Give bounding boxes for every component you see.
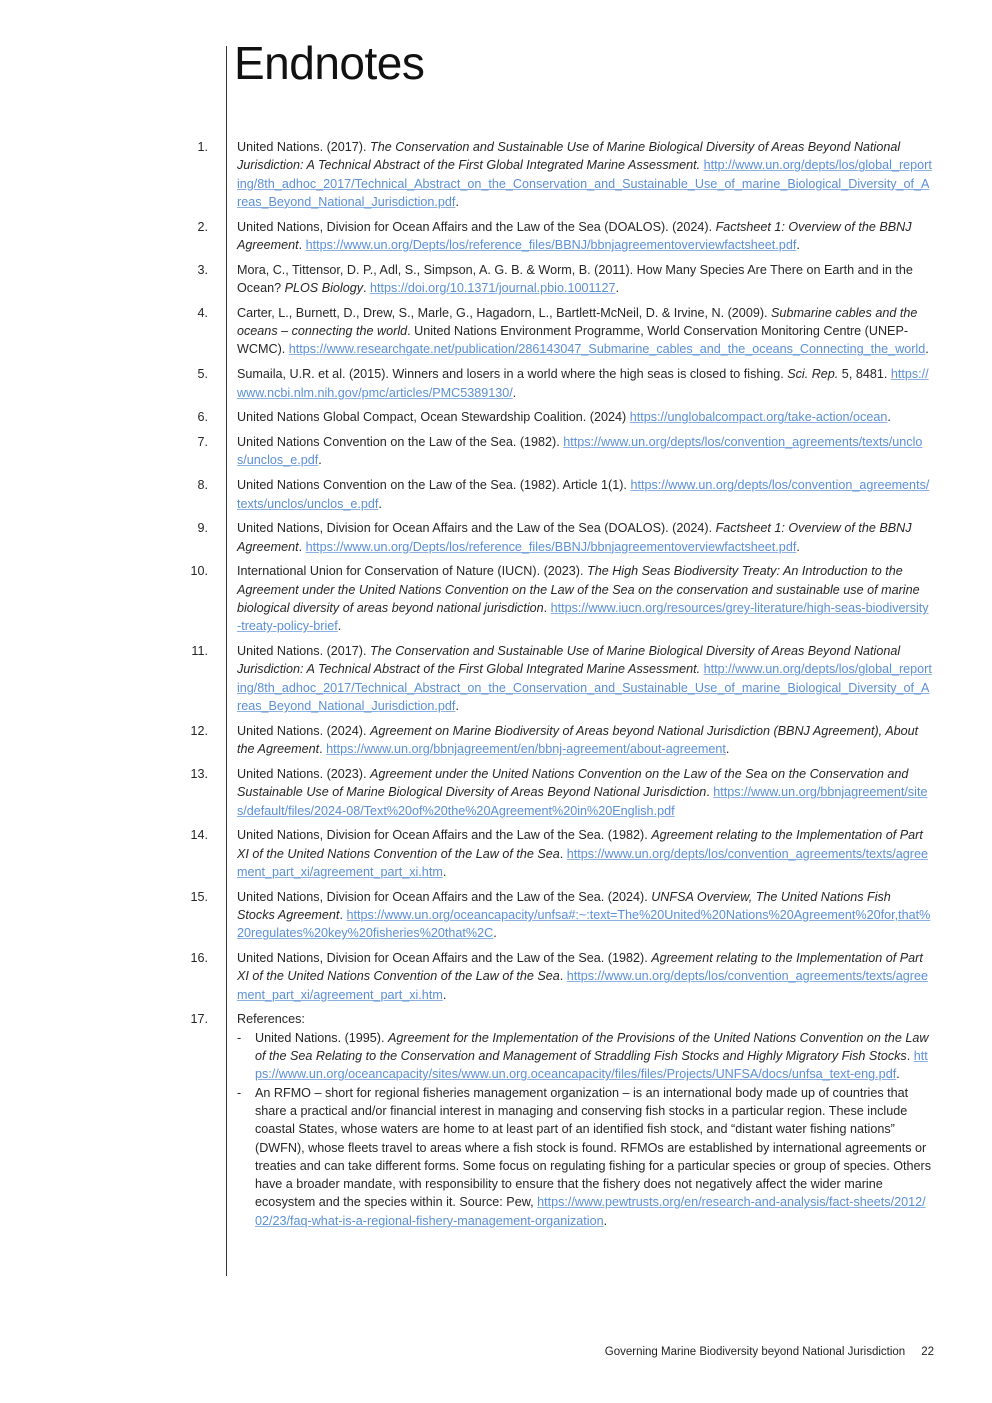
- endnote: [0, 476, 992, 513]
- citation-text: .: [706, 785, 714, 800]
- citation-link[interactable]: https://www.un.org/depts/los/convention_agreements/texts/agreement_part_xi/agreement_part_xi.htm: [237, 969, 928, 1002]
- endnote: [0, 826, 992, 881]
- citation-text: United Nations, Division for Ocean Affairs and the Law of the Sea. (1982).: [237, 828, 652, 843]
- endnote: [0, 408, 992, 426]
- endnote-text: [237, 519, 932, 556]
- endnote-number: 1.: [197, 140, 208, 154]
- citation-text: United Nations. (2024).: [237, 723, 371, 738]
- endnote: [0, 765, 992, 820]
- endnote: [0, 433, 992, 470]
- endnote: [0, 888, 992, 943]
- dash-bullet: -: [237, 1030, 242, 1045]
- citation-title: Factsheet 1: Overview of the BBNJ Agreement: [237, 521, 912, 554]
- citation-text: .: [615, 281, 620, 296]
- citation-link[interactable]: https://www.un.org/bbnjagreement/en/bbnj-agreement/about-agreement: [326, 742, 726, 757]
- endnote-text: [237, 888, 932, 943]
- endnote-text: [237, 949, 932, 1004]
- endnote-text: [237, 304, 932, 359]
- endnote: [0, 261, 992, 298]
- citation-text: United Nations, Division for Ocean Affairs and the Law of the Sea. (2024).: [237, 889, 652, 904]
- endnote-text: [237, 138, 932, 211]
- endnotes-list: [0, 138, 992, 1237]
- endnote: [0, 949, 992, 1004]
- citation-text: .: [339, 907, 347, 922]
- citation-text: .: [442, 987, 447, 1002]
- endnote-text: [237, 476, 932, 513]
- citation-link[interactable]: https://www.un.org/bbnjagreement/sites/default/files/2024-08/Text%20of%20the%20Agreement%20in%20English.pdf: [237, 785, 928, 818]
- endnote-text: [237, 642, 932, 715]
- citation-link[interactable]: https://www.un.org/Depts/los/reference_files/BBNJ/bbnjagreementoverviewfactsheet.pdf: [305, 237, 797, 252]
- endnote: [0, 304, 992, 359]
- endnote: [0, 519, 992, 556]
- citation-text: .: [559, 846, 567, 861]
- citation-text: .: [455, 194, 459, 209]
- page-title: Endnotes: [234, 37, 425, 89]
- endnote-number: 3.: [197, 262, 208, 277]
- endnote-number: 7.: [197, 435, 208, 450]
- citation-text: .: [318, 453, 322, 468]
- citation-text: .: [512, 385, 517, 400]
- citation-text: United Nations. (2017).: [237, 644, 371, 659]
- citation-text: .: [319, 742, 327, 757]
- endnote-number: 9.: [197, 521, 208, 536]
- endnote-number: 4.: [197, 305, 208, 320]
- page-footer: [605, 1346, 934, 1358]
- endnote-text: [237, 433, 932, 470]
- citation-link[interactable]: https://www.pewtrusts.org/en/research-and-analysis/fact-sheets/2012/02/23/faq-what-is-a-regional-fishery-management-organization: [255, 1195, 926, 1228]
- citation-text: .: [906, 1049, 914, 1064]
- citation-text: .: [896, 1067, 900, 1082]
- citation-link[interactable]: https://www.un.org/depts/los/convention_agreements/texts/unclos/unclos_e.pdf: [237, 478, 930, 511]
- endnote-number: 13.: [190, 766, 208, 781]
- citation-text: .: [442, 864, 447, 879]
- citation-text: .: [337, 619, 342, 634]
- references-label: References:: [237, 1012, 305, 1027]
- endnote: [0, 365, 992, 402]
- endnote-number: 16.: [190, 951, 208, 966]
- reference-item: [237, 1029, 932, 1084]
- citation-link[interactable]: https://www.un.org/Depts/los/reference_files/BBNJ/bbnjagreementoverviewfactsheet.pdf: [305, 539, 797, 554]
- endnote-number: 17.: [190, 1012, 208, 1027]
- citation-text: United Nations Convention on the Law of the Sea. (1982). Article 1(1).: [237, 478, 631, 493]
- citation-link[interactable]: https://www.un.org/oceancapacity/unfsa#:~:text=The%20United%20Nations%20Agreement%20for,that%20regulates%20key%20fisheries%20that%2C: [237, 907, 931, 941]
- citation-link[interactable]: https://www.iucn.org/resources/grey-literature/high-seas-biodiversity-treaty-policy-brief: [237, 601, 929, 634]
- citation-text: .: [796, 539, 800, 554]
- endnote-text: [237, 765, 932, 820]
- citation-text: United Nations. (2017).: [237, 140, 371, 154]
- citation-link[interactable]: https://www.un.org/oceancapacity/sites/www.un.org.oceancapacity/files/files/Projects/UNFSA/docs/unfsa_text-eng.pdf: [255, 1049, 928, 1082]
- citation-link[interactable]: https://www.un.org/depts/los/convention_agreements/texts/unclos/unclos_e.pdf: [237, 435, 923, 468]
- endnote-text: [237, 218, 932, 255]
- endnote-number: 8.: [197, 478, 208, 493]
- citation-text: .: [298, 539, 306, 554]
- endnote-text: [237, 365, 932, 402]
- endnote-number: 6.: [197, 410, 208, 425]
- endnote: [0, 642, 992, 715]
- endnote-number: 12.: [190, 723, 208, 738]
- citation-title: Agreement relating to the Implementation of Part XI of the United Nations Convention of the Law of the Sea: [237, 828, 923, 861]
- endnote-text: [237, 408, 932, 426]
- citation-text: .: [543, 601, 551, 616]
- endnote: [0, 138, 992, 211]
- citation-text: . United Nations Environment Programme, World Conservation Monitoring Centre (UNEP-WCMC).: [237, 324, 909, 357]
- citation-link[interactable]: https://www.un.org/depts/los/convention_agreements/texts/agreement_part_xi/agreement_part_xi.htm: [237, 846, 928, 879]
- endnote-number: 2.: [197, 219, 208, 234]
- endnote-text: [237, 826, 932, 881]
- citation-text: United Nations, Division for Ocean Affairs and the Law of the Sea. (1982).: [237, 951, 652, 966]
- citation-title: The High Seas Biodiversity Treaty: An Introduction to the Agreement under the United Nations Convention on the Law of the Sea on the conservation and sustainable use of marine biological diversity of areas beyond national jurisdiction: [237, 564, 920, 616]
- footer-title: Governing Marine Biodiversity beyond National Jurisdiction: [604, 1346, 906, 1358]
- page-number: 22: [921, 1346, 934, 1358]
- citation-text: An RFMO – short for regional fisheries management organization – is an international body made up of countries that share a practical and/or financial interest in managing and conserving fish stocks in a particular region. These include coastal States, whose waters are home to at least part of an identified fish stock, and “distant water fishing nations” (DWFN), whose fleets travel to areas where a fish stock is found. RFMOs are established by international agreements or treaties and can take different forms. Some focus on regulating fishing for a particular species or group of species. Others have a broader mandate, with responsibility to ensure that the fishery does not negatively affect the wider marine ecosystem and the species within it. Source: Pew,: [255, 1085, 931, 1210]
- citation-link[interactable]: https://www.researchgate.net/publication/286143047_Submarine_cables_and_the_oceans_Connecting_the_world: [288, 342, 926, 357]
- citation-text: .: [378, 496, 382, 511]
- dash-bullet: -: [237, 1085, 242, 1100]
- citation-text: International Union for Conservation of Nature (IUCN). (2023).: [237, 564, 587, 579]
- endnote-number: 10.: [190, 564, 208, 579]
- endnote-number: 15.: [190, 889, 208, 904]
- citation-title: Submarine cables and the oceans – connecting the world: [237, 305, 918, 339]
- endnote: [0, 722, 992, 759]
- citation-title: Agreement under the United Nations Convention on the Law of the Sea on the Conservation and Sustainable Use of Marine Biological Diversity of Areas Beyond National Jurisdiction: [237, 766, 909, 800]
- citation-text: 5, 8481.: [838, 367, 891, 382]
- citation-text: .: [298, 237, 306, 252]
- citation-text: .: [725, 742, 730, 757]
- endnote-number: 5.: [197, 367, 208, 382]
- endnote-number: 11.: [191, 644, 208, 659]
- citation-text: .: [887, 410, 891, 425]
- citation-title: The Conservation and Sustainable Use of Marine Biological Diversity of Areas Beyond National Jurisdiction: A Technical Abstract of the First Global Integrated Marine Assessment.: [237, 644, 901, 677]
- citation-text: .: [559, 969, 567, 984]
- citation-text: United Nations Convention on the Law of the Sea. (1982).: [237, 435, 564, 450]
- citation-text: .: [493, 926, 497, 941]
- endnote-text: [237, 722, 932, 759]
- endnote-text: [237, 1010, 932, 1230]
- citation-text: .: [796, 237, 800, 252]
- endnote-text: [237, 261, 932, 298]
- citation-text: United Nations Global Compact, Ocean Stewardship Coalition. (2024): [237, 410, 630, 425]
- citation-text: .: [925, 342, 929, 357]
- citation-title: Agreement relating to the Implementation of Part XI of the United Nations Convention of the Law of the Sea: [237, 951, 923, 984]
- citation-text: Mora, C., Tittensor, D. P., Adl, S., Simpson, A. G. B. & Worm, B. (2011). How Many Species Are There on Earth and in the Ocean?: [237, 262, 913, 296]
- citation-link[interactable]: http://www.un.org/depts/los/global_reporting/8th_adhoc_2017/Technical_Abstract_on_the_Conservation_and_Sustainable_Use_of_marine_Biological_Diversity_of_Areas_Beyond_National_Jurisdiction.pdf: [237, 158, 932, 209]
- endnote: [0, 218, 992, 255]
- citation-text: Carter, L., Burnett, D., Drew, S., Marle, G., Hagadorn, L., Bartlett-McNeil, D. & Irvine, N. (2009).: [237, 305, 772, 320]
- citation-link[interactable]: https://unglobalcompact.org/take-action/ocean: [629, 410, 888, 425]
- endnote: [0, 562, 992, 635]
- citation-title: UNFSA Overview, The United Nations Fish Stocks Agreement: [237, 889, 891, 922]
- citation-text: Sumaila, U.R. et al. (2015). Winners and losers in a world where the high seas is closed to fishing.: [237, 367, 788, 382]
- citation-text: United Nations. (1995).: [255, 1030, 389, 1045]
- endnote-number: 14.: [190, 828, 208, 843]
- citation-title: Sci. Rep.: [787, 367, 839, 382]
- citation-title: The Conservation and Sustainable Use of Marine Biological Diversity of Areas Beyond National Jurisdiction: A Technical Abstract of the First Global Integrated Marine Assessment.: [237, 140, 901, 173]
- citation-text: United Nations, Division for Ocean Affairs and the Law of the Sea (DOALOS). (2024).: [237, 521, 716, 536]
- citation-text: .: [603, 1213, 608, 1228]
- citation-text: .: [455, 699, 459, 714]
- citation-title: Factsheet 1: Overview of the BBNJ Agreement: [237, 219, 912, 252]
- citation-text: United Nations. (2023).: [237, 766, 371, 781]
- citation-title: Agreement for the Implementation of the Provisions of the United Nations Convention on the Law of the Sea Relating to the Conservation and Management of Straddling Fish Stocks and Highly Migratory Fish Stocks: [255, 1030, 929, 1064]
- citation-text: United Nations, Division for Ocean Affairs and the Law of the Sea (DOALOS). (2024).: [237, 219, 716, 234]
- citation-title: Agreement on Marine Biodiversity of Areas beyond National Jurisdiction (BBNJ Agreement), About the Agreement: [237, 723, 919, 757]
- endnote-text: [237, 562, 932, 635]
- citation-link[interactable]: https://www.ncbi.nlm.nih.gov/pmc/articles/PMC5389130/: [237, 367, 929, 400]
- citation-link[interactable]: https://doi.org/10.1371/journal.pbio.1001127: [370, 281, 616, 296]
- citation-link[interactable]: http://www.un.org/depts/los/global_reporting/8th_adhoc_2017/Technical_Abstract_on_the_Conservation_and_Sustainable_Use_of_marine_Biological_Diversity_of_Areas_Beyond_National_Jurisdiction.pdf: [237, 662, 932, 714]
- reference-item: [237, 1084, 932, 1230]
- citation-title: PLOS Biology: [284, 281, 364, 296]
- citation-text: .: [363, 281, 371, 296]
- endnote: [0, 1010, 992, 1230]
